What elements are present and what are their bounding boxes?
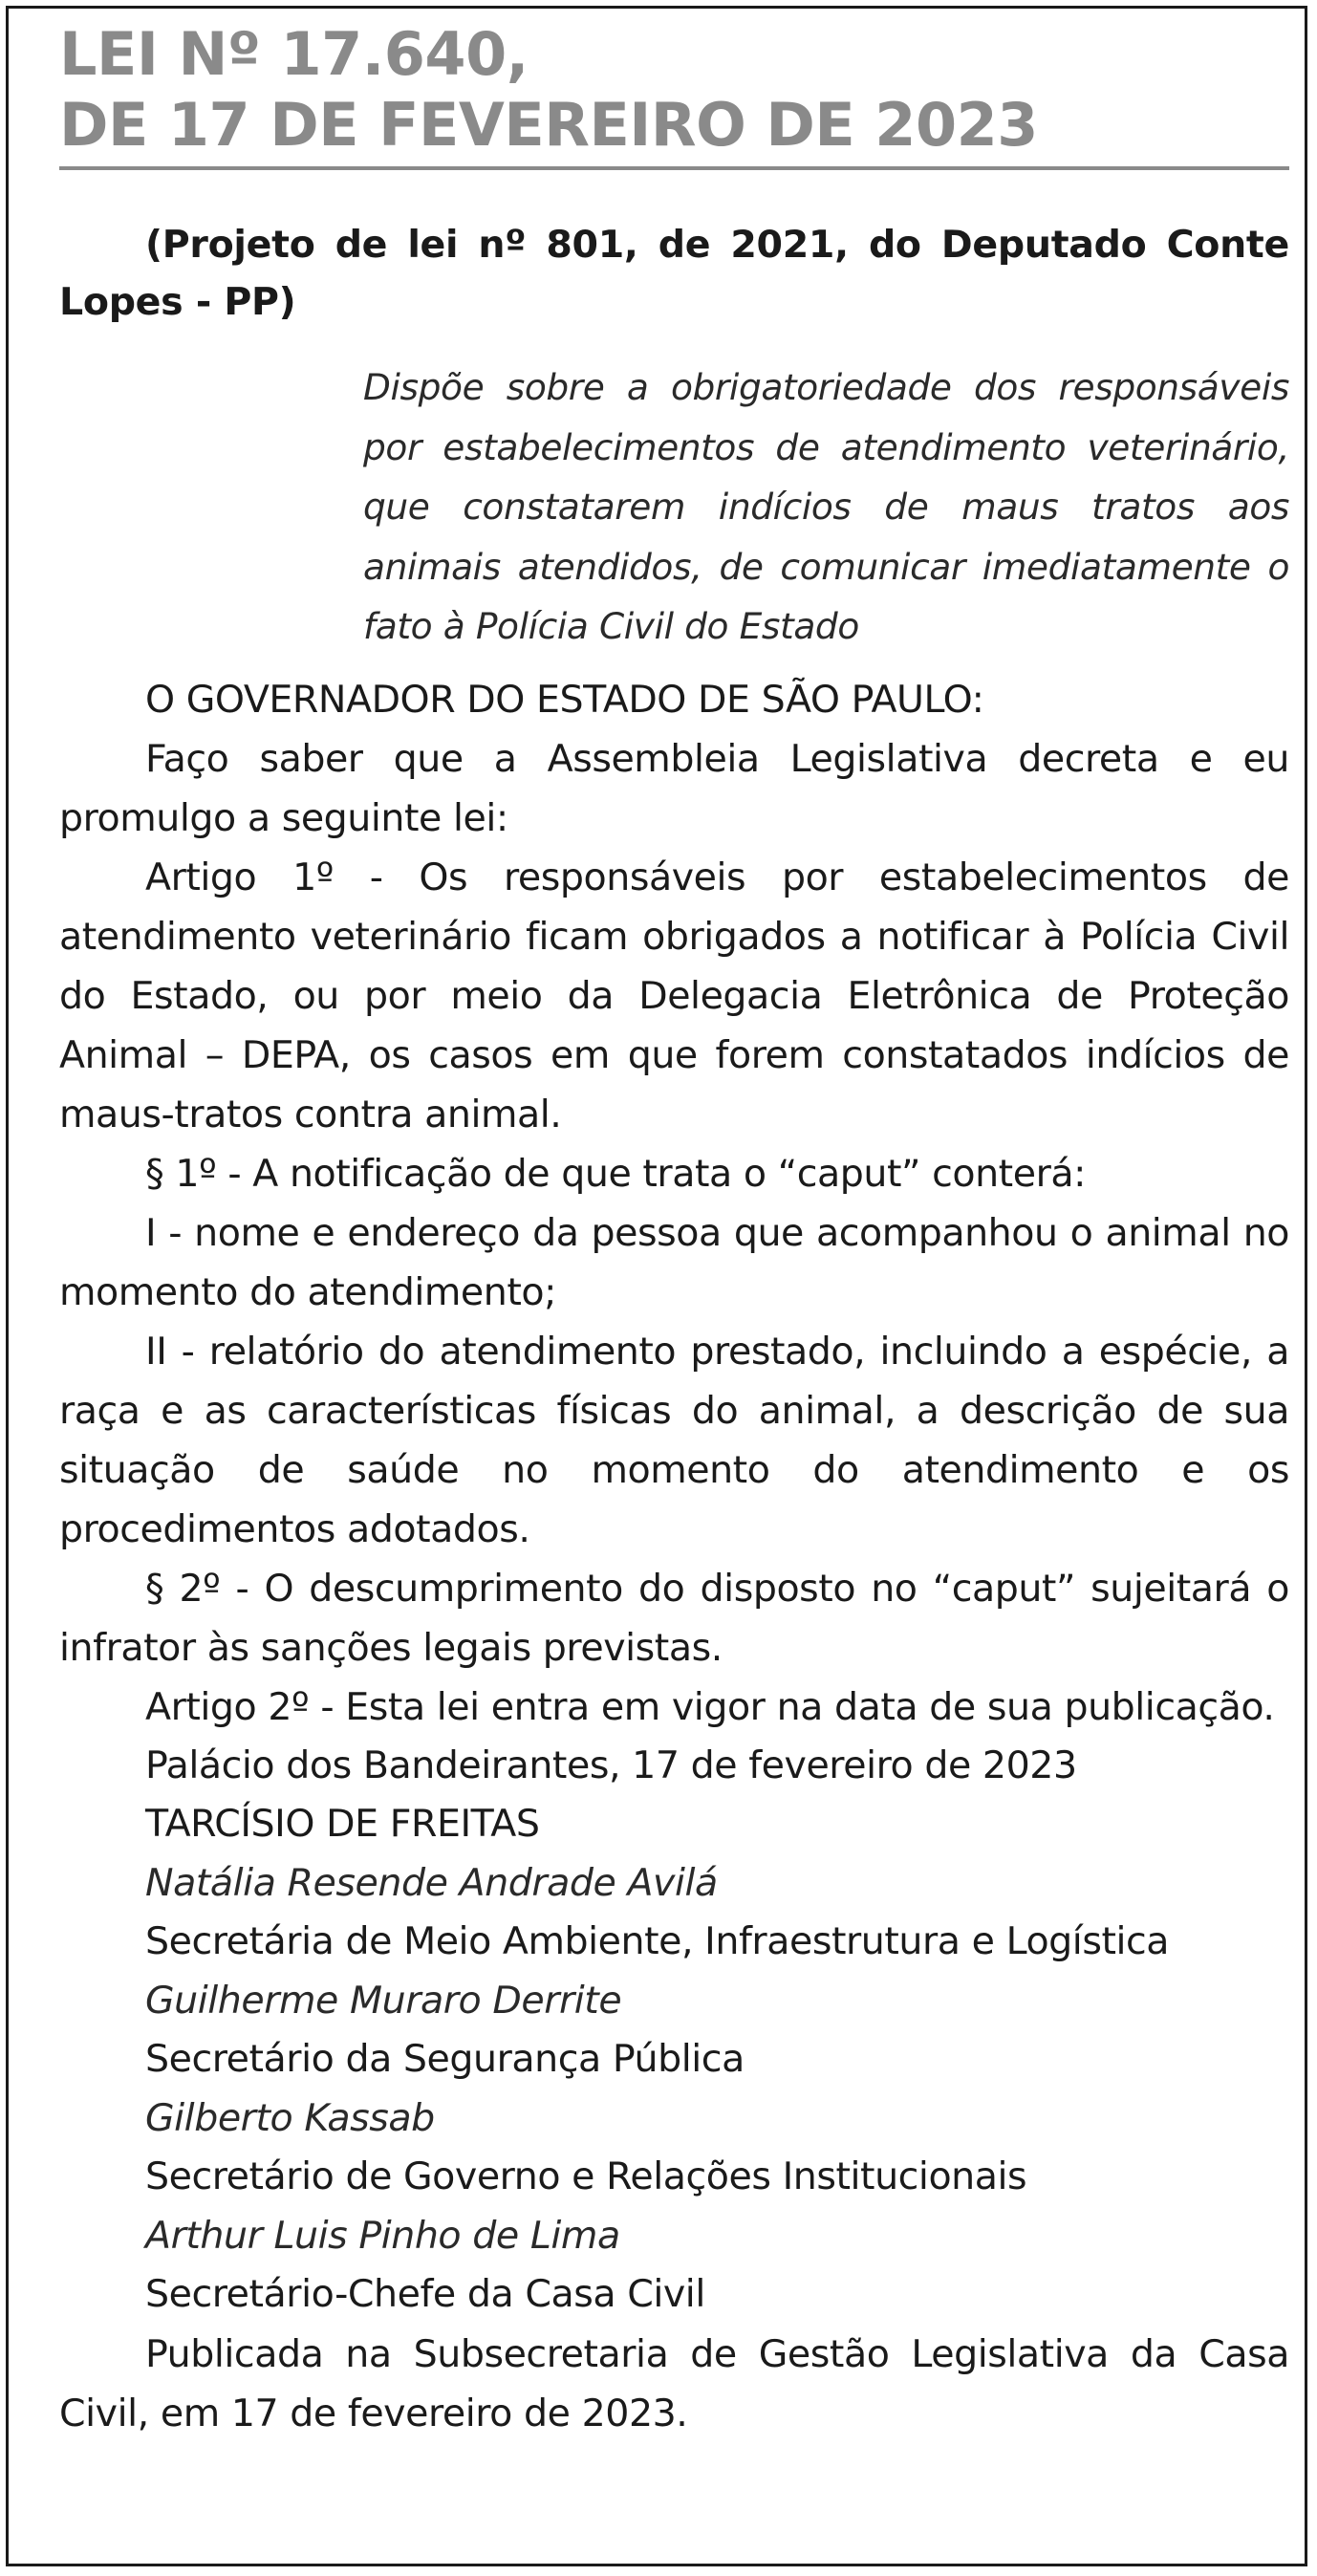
signatory-name: Guilherme Muraro Derrite [145,1978,622,2023]
signatory-name: Natália Resende Andrade Avilá [145,1860,718,1905]
law-summary: Dispõe sobre a obrigatoriedade dos responsáveis por estabelecimentos de atendimento veterinário, que constatarem indícios de maus tratos aos animais atendidos, de comunicar imediatamente o fato à Polícia Civil do Estado [363,366,1289,647]
title-divider [59,166,1289,170]
article-1-item-1: I - nome e endereço da pessoa que acompanhou o animal no momento do atendimento; [59,1210,1289,1314]
article-1-paragraph-2: § 2º - O descumprimento do disposto no “caput” sujeitará o infrator às sanções legais previstas. [59,1566,1289,1670]
article-2: Artigo 2º - Esta lei entra em vigor na data de sua publicação. [145,1684,1275,1729]
article-1: Artigo 1º - Os responsáveis por estabelecimentos de atendimento veterinário ficam obrigados a notificar à Polícia Civil do Estado, ou por meio da Delegacia Eletrônica de Proteção Animal – DEPA, os casos em que forem constatados indícios de maus-tratos contra animal. [59,855,1289,1136]
governor-intro: O GOVERNADOR DO ESTADO DE SÃO PAULO: [145,677,984,722]
enactment-clause: Faço saber que a Assembleia Legislativa decreta e eu promulgo a seguinte lei: [59,736,1289,840]
place-date: Palácio dos Bandeirantes, 17 de fevereiro de 2023 [145,1743,1077,1787]
bill-reference: (Projeto de lei nº 801, de 2021, do Deputado Conte Lopes - PP) [59,223,1289,324]
signatory-name: Gilberto Kassab [145,2095,435,2140]
law-title-line1: LEI Nº 17.640, [59,19,529,89]
publication-note: Publicada na Subsecretaria de Gestão Legislativa da Casa Civil, em 17 de fevereiro de 2023. [59,2331,1289,2435]
article-1-paragraph-1: § 1º - A notificação de que trata o “caput” conterá: [145,1151,1086,1196]
law-title [59,19,1292,161]
signatory-name: Arthur Luis Pinho de Lima [145,2213,620,2258]
signatory-role: Secretário-Chefe da Casa Civil [145,2272,705,2316]
article-1-item-2: II - relatório do atendimento prestado, incluindo a espécie, a raça e as características físicas do animal, a descrição de sua situação de saúde no momento do atendimento e os procedimentos adotados. [59,1329,1289,1551]
signatory-role: Secretário de Governo e Relações Institucionais [145,2154,1027,2198]
law-title-line2: DE 17 DE FEVEREIRO DE 2023 [59,90,1038,160]
governor-signature: TARCÍSIO DE FREITAS [145,1802,540,1846]
law-document [59,19,1292,2443]
signatory-role: Secretário da Segurança Pública [145,2037,745,2081]
signatory-role: Secretária de Meio Ambiente, Infraestrutura e Logística [145,1919,1170,1963]
